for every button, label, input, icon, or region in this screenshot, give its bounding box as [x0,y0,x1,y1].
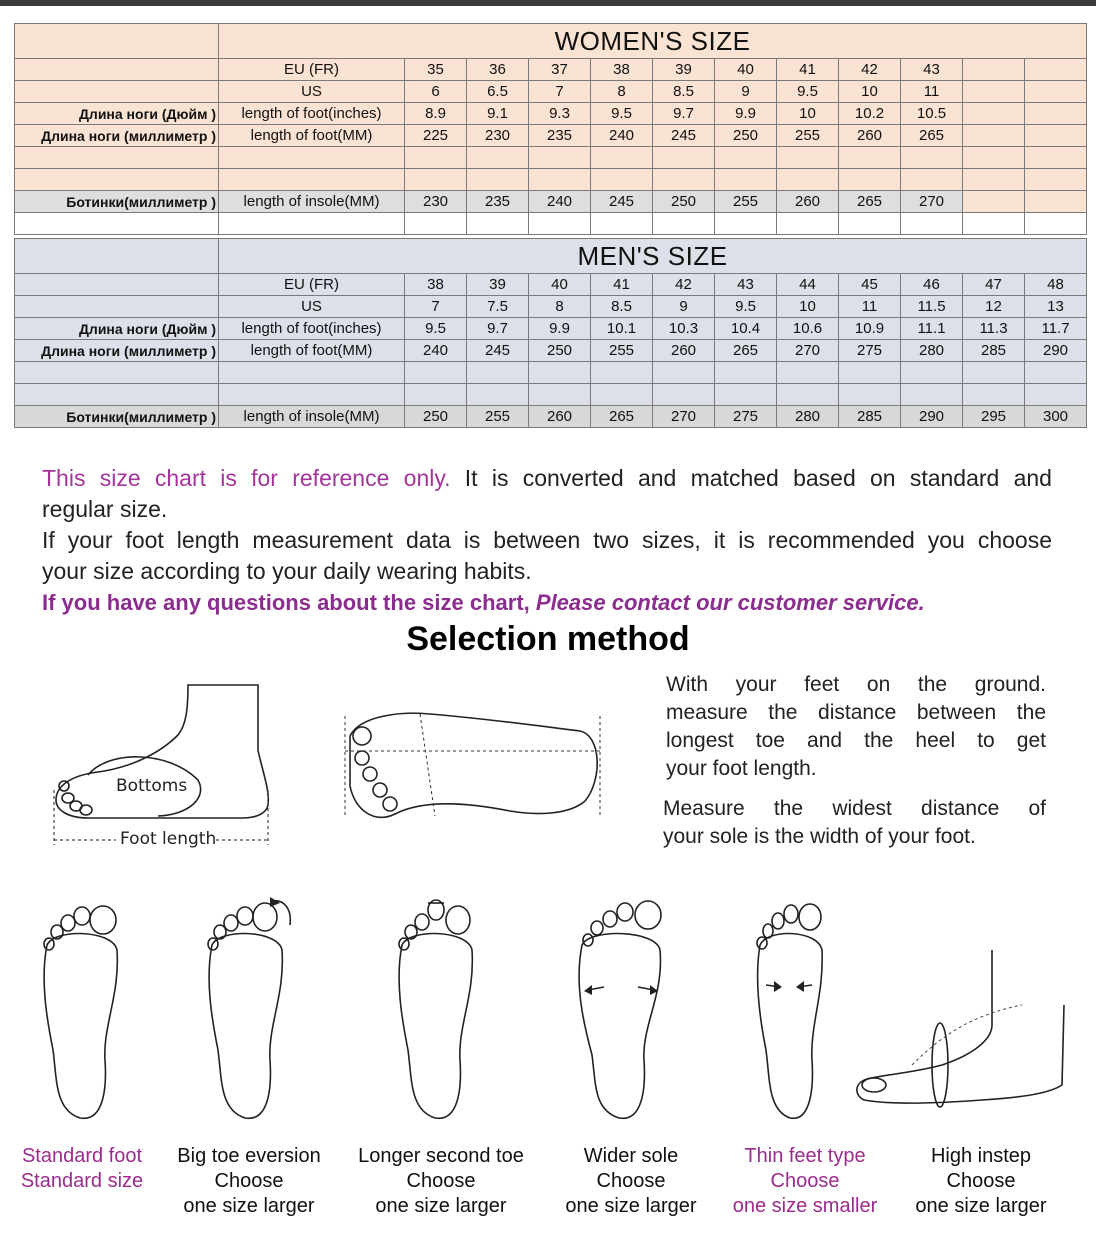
note-text: It is converted and matched based on standard and [450,465,1052,491]
cell [963,59,1025,81]
cell: 7 [529,81,591,103]
caption-big-toe-eversion [149,1144,349,1219]
caption-line: Big toe eversion [177,1145,321,1167]
cell: 38 [405,274,467,296]
cell: 12 [963,296,1025,318]
cell: 270 [653,406,715,428]
cell: 10.9 [839,318,901,340]
cell: 40 [529,274,591,296]
foot-side-diagram [48,680,278,855]
cell: 42 [653,274,715,296]
cell: 235 [467,191,529,213]
women-size-title: WOMEN'S SIZE [219,24,1087,59]
cell: 10.6 [777,318,839,340]
men-size-title: MEN'S SIZE [219,239,1087,274]
caption-longer-second-toe [341,1144,541,1219]
cell: 9 [715,81,777,103]
cell: 43 [715,274,777,296]
women-size-table [14,23,1087,235]
bottoms-label: Bottoms [116,776,188,796]
caption-line: Choose [946,1170,1016,1192]
cell: 11.1 [901,318,963,340]
high-instep-icon [852,945,1077,1125]
cell: 9.5 [777,81,839,103]
cell: 6.5 [467,81,529,103]
cell: 47 [963,274,1025,296]
caption-line: one size larger [375,1195,507,1217]
cell: 265 [901,125,963,147]
cell: 7.5 [467,296,529,318]
men-size-table [14,238,1087,428]
instruction-1-line-2: measure the distance between the [666,701,1046,724]
women-empty-row [15,169,1087,191]
cell: 10 [777,296,839,318]
cell: 9.5 [405,318,467,340]
cell: 9 [653,296,715,318]
reference-note: This size chart is for reference only. [42,465,451,491]
row-label-ru: Длина ноги (Дюйм ) [15,318,219,340]
row-label: US [219,296,405,318]
cell: 10.5 [901,103,963,125]
cell [1025,191,1087,213]
caption-line: Choose [770,1170,840,1192]
caption-line: Wider sole [583,1145,679,1167]
cell: 250 [715,125,777,147]
cell: 300 [1025,406,1087,428]
cell: 39 [653,59,715,81]
row-label-ru: Длина ноги (миллиметр ) [15,340,219,362]
top-border [0,0,1096,6]
instruction-1-line-4: your foot length. [666,757,817,780]
cell: 46 [901,274,963,296]
cell: 250 [529,340,591,362]
cell: 36 [467,59,529,81]
thin-feet-icon [748,895,838,1125]
cell [963,125,1025,147]
cell: 245 [591,191,653,213]
cell: 240 [529,191,591,213]
selection-method-title: Selection method [406,620,690,658]
cell: 9.1 [467,103,529,125]
cell: 11.5 [901,296,963,318]
cell: 10.2 [839,103,901,125]
cell: 290 [1025,340,1087,362]
cell: 10 [839,81,901,103]
cell: 245 [467,340,529,362]
cell: 265 [839,191,901,213]
cell: 280 [777,406,839,428]
row-label-ru: Ботинки(миллиметр ) [15,406,219,428]
note-line-3: If your foot length measurement data is between two sizes, it is recommended you choose [42,527,1052,553]
cell: 235 [529,125,591,147]
women-inches-row [15,103,1087,125]
cell [1025,81,1087,103]
cell: 255 [591,340,653,362]
caption-thin-feet-type [705,1144,905,1219]
instruction-2-line-2: your sole is the width of your foot. [663,825,976,848]
longer-second-toe-icon [392,895,487,1125]
cell: 9.5 [715,296,777,318]
foot-length-label: Foot length [120,829,217,849]
caption-line: Longer second toe [358,1145,524,1167]
caption-high-instep [881,1144,1081,1219]
women-spacer-row [15,213,1087,235]
cell: 285 [963,340,1025,362]
men-inches-row [15,318,1087,340]
women-insole-row [15,191,1087,213]
cell: 9.7 [653,103,715,125]
cell [1025,125,1087,147]
women-empty-row [15,147,1087,169]
cell: 260 [777,191,839,213]
women-mm-row [15,125,1087,147]
men-empty-row [15,362,1087,384]
cell: 260 [529,406,591,428]
cell [963,103,1025,125]
contact-customer-service: Please contact our customer service. [535,590,925,615]
cell: 270 [777,340,839,362]
row-label: length of foot(MM) [219,125,405,147]
contact-note [42,587,1052,618]
cell: 260 [653,340,715,362]
cell: 40 [715,59,777,81]
cell: 7 [405,296,467,318]
cell: 250 [405,406,467,428]
cell: 8.9 [405,103,467,125]
wider-sole-icon [572,895,672,1125]
men-title-row [15,239,1087,274]
cell: 255 [777,125,839,147]
men-eu-row [15,274,1087,296]
cell: 10.1 [591,318,653,340]
cell: 45 [839,274,901,296]
row-label: length of foot(inches) [219,318,405,340]
foot-top-diagram [340,706,605,826]
cell: 255 [715,191,777,213]
cell: 240 [591,125,653,147]
cell: 13 [1025,296,1087,318]
cell [963,81,1025,103]
cell: 9.9 [715,103,777,125]
cell: 6 [405,81,467,103]
note-line-1 [42,463,1052,494]
cell: 230 [405,191,467,213]
women-us-row [15,81,1087,103]
cell: 245 [653,125,715,147]
cell: 10.3 [653,318,715,340]
cell: 230 [467,125,529,147]
cell: 225 [405,125,467,147]
row-label: length of foot(MM) [219,340,405,362]
row-label: length of insole(MM) [219,191,405,213]
men-mm-row [15,340,1087,362]
cell: 10 [777,103,839,125]
cell: 275 [715,406,777,428]
women-eu-row [15,59,1087,81]
cell: 255 [467,406,529,428]
cell: 9.3 [529,103,591,125]
cell: 42 [839,59,901,81]
men-insole-row [15,406,1087,428]
cell: 43 [901,59,963,81]
cell: 8.5 [591,296,653,318]
big-toe-eversion-icon [200,895,300,1125]
caption-line: High instep [930,1145,1032,1167]
cell: 8 [591,81,653,103]
cell: 265 [591,406,653,428]
cell [963,191,1025,213]
cell [1025,103,1087,125]
cell: 38 [591,59,653,81]
caption-line: Choose [406,1170,476,1192]
cell: 270 [901,191,963,213]
caption-line: Choose [596,1170,666,1192]
row-label-ru: Длина ноги (миллиметр ) [15,125,219,147]
instruction-1-line-3: longest toe and the heel to get [666,729,1046,752]
row-label: EU (FR) [219,274,405,296]
note-line-2: regular size. [42,496,168,522]
row-label: length of foot(inches) [219,103,405,125]
cell: 285 [839,406,901,428]
caption-line: Standard foot [21,1145,143,1167]
row-label: US [219,81,405,103]
cell: 240 [405,340,467,362]
cell: 295 [963,406,1025,428]
caption-line: one size larger [183,1195,315,1217]
cell: 41 [777,59,839,81]
cell: 11.7 [1025,318,1087,340]
caption-line: Standard size [20,1170,144,1192]
women-title-row [15,24,1087,59]
cell: 280 [901,340,963,362]
contact-note-text: If you have any questions about the size chart, [42,590,536,615]
cell: 44 [777,274,839,296]
cell: 8.5 [653,81,715,103]
instruction-2-line-1: Measure the widest distance of [663,797,1046,820]
caption-line: Thin feet type [744,1145,866,1167]
row-label-ru: Длина ноги (Дюйм ) [15,103,219,125]
cell: 275 [839,340,901,362]
note-line-4: your size according to your daily wearing habits. [42,558,532,584]
cell: 35 [405,59,467,81]
caption-line: one size larger [565,1195,697,1217]
row-label: EU (FR) [219,59,405,81]
cell: 11 [901,81,963,103]
caption-wider-sole [531,1144,731,1219]
cell [1025,59,1087,81]
cell: 48 [1025,274,1087,296]
caption-line: one size larger [915,1195,1047,1217]
cell: 260 [839,125,901,147]
cell: 265 [715,340,777,362]
cell: 8 [529,296,591,318]
cell: 9.9 [529,318,591,340]
cell: 39 [467,274,529,296]
cell: 9.7 [467,318,529,340]
standard-foot-icon [35,900,130,1125]
cell: 10.4 [715,318,777,340]
row-label-ru: Ботинки(миллиметр ) [15,191,219,213]
caption-line: one size smaller [732,1195,878,1217]
cell: 11 [839,296,901,318]
cell: 290 [901,406,963,428]
caption-line: Choose [214,1170,284,1192]
cell: 37 [529,59,591,81]
men-us-row [15,296,1087,318]
instruction-1-line-1: With your feet on the ground. [666,673,1046,696]
cell: 11.3 [963,318,1025,340]
cell: 9.5 [591,103,653,125]
row-label: length of insole(MM) [219,406,405,428]
cell: 250 [653,191,715,213]
cell: 41 [591,274,653,296]
men-empty-row [15,384,1087,406]
